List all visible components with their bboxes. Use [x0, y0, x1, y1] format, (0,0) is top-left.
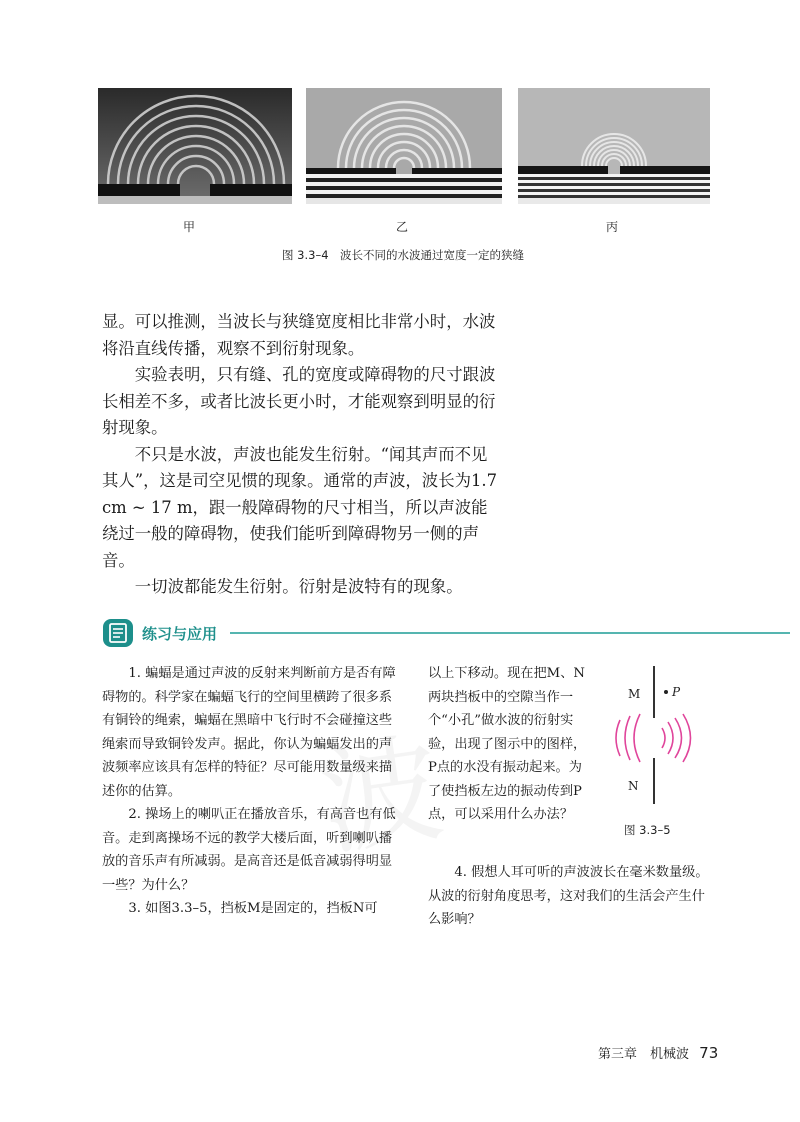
wave-diffraction-wide-photo: [98, 88, 292, 204]
diffraction-photo-yi: [306, 88, 502, 204]
section-divider: [230, 632, 790, 634]
diffracted-waves: [662, 714, 691, 762]
chapter-title: 第三章 机械波: [598, 1047, 690, 1062]
body-paragraph: 显。可以推测，当波长与狭缝宽度相比非常小时，水波将沿直线传播，观察不到衍射现象。: [102, 312, 496, 358]
wave-diffraction-narrow-photo: [518, 88, 710, 204]
wave-diffraction-medium-photo: [306, 88, 502, 204]
exercise-item: 以上下移动。现在把M、N两块挡板中的空隙当作一个“小孔”做水波的衍射实验，出现了图示中的图样，P点的水没有振动起来。为了使挡板左边的振动传到P点，可以采用什么办法？: [428, 666, 587, 822]
figure-3-3-5-diagram: [598, 662, 708, 810]
body-paragraph: 一切波都能发生衍射。衍射是波特有的现象。: [134, 577, 463, 596]
point-p-marker: [664, 690, 668, 694]
exercises-left-column: [102, 662, 398, 921]
exercises-right-column-bottom: [428, 861, 714, 932]
page-footer: [598, 1043, 718, 1062]
figure-caption-3-3-4: 图 3.3–4 波长不同的水波通过宽度一定的狭缝: [282, 248, 525, 262]
exercise-item: 2. 操场上的喇叭正在播放音乐，有高音也有低音。走到离操场不远的教学大楼后面，听到喇叭播放的音乐声有所减弱。是高音还是低音减弱得明显一些？为什么？: [102, 807, 396, 893]
exercises-right-column-top: [428, 662, 588, 827]
panel-label-yi: 乙: [396, 220, 409, 234]
label-n: N: [628, 779, 639, 793]
body-paragraph: 实验表明，只有缝、孔的宽度或障碍物的尺寸跟波长相差不多，或者比波长更小时，才能观察到明显的衍射现象。: [102, 365, 496, 437]
exercise-notebook-icon: [102, 618, 134, 648]
label-p: P: [672, 685, 681, 699]
diffraction-photo-jia: [98, 88, 292, 204]
section-title: 练习与应用: [142, 625, 218, 643]
page-number: 73: [699, 1044, 719, 1062]
panel-label-jia: 甲: [183, 220, 196, 234]
exercise-item: 4. 假想人耳可听的声波波长在毫米数量级。从波的衍射角度思考，这对我们的生活会产生什么影响？: [428, 865, 709, 927]
label-m: M: [628, 687, 641, 701]
figure-caption-3-3-5: 图 3.3–5: [624, 823, 671, 837]
exercise-item: 3. 如图3.3–5，挡板M是固定的，挡板N可: [128, 901, 378, 916]
body-text: [102, 309, 502, 601]
panel-label-bing: 丙: [606, 220, 619, 234]
exercise-item: 1. 蝙蝠是通过声波的反射来判断前方是否有障碍物的。科学家在蝙蝠飞行的空间里横跨了很多系有铜铃的绳索，蝙蝠在黑暗中飞行时不会碰撞这些绳索而导致铜铃发声。据此，你认为蝙蝠发出的声波频率应该具有怎样的特征？尽可能用数量级来描述你的估算。: [102, 666, 396, 799]
body-paragraph: 不只是水波，声波也能发生衍射。“闻其声而不见其人”，这是司空见惯的现象。通常的声波，波长为1.7 cm ~ 17 m，跟一般障碍物的尺寸相当，所以声波能绕过一般的障碍物，使我们能听到障碍物另一侧的声音。: [102, 444, 498, 570]
incident-waves: [616, 714, 640, 762]
diffraction-photo-bing: [518, 88, 710, 204]
section-header: [102, 618, 792, 650]
